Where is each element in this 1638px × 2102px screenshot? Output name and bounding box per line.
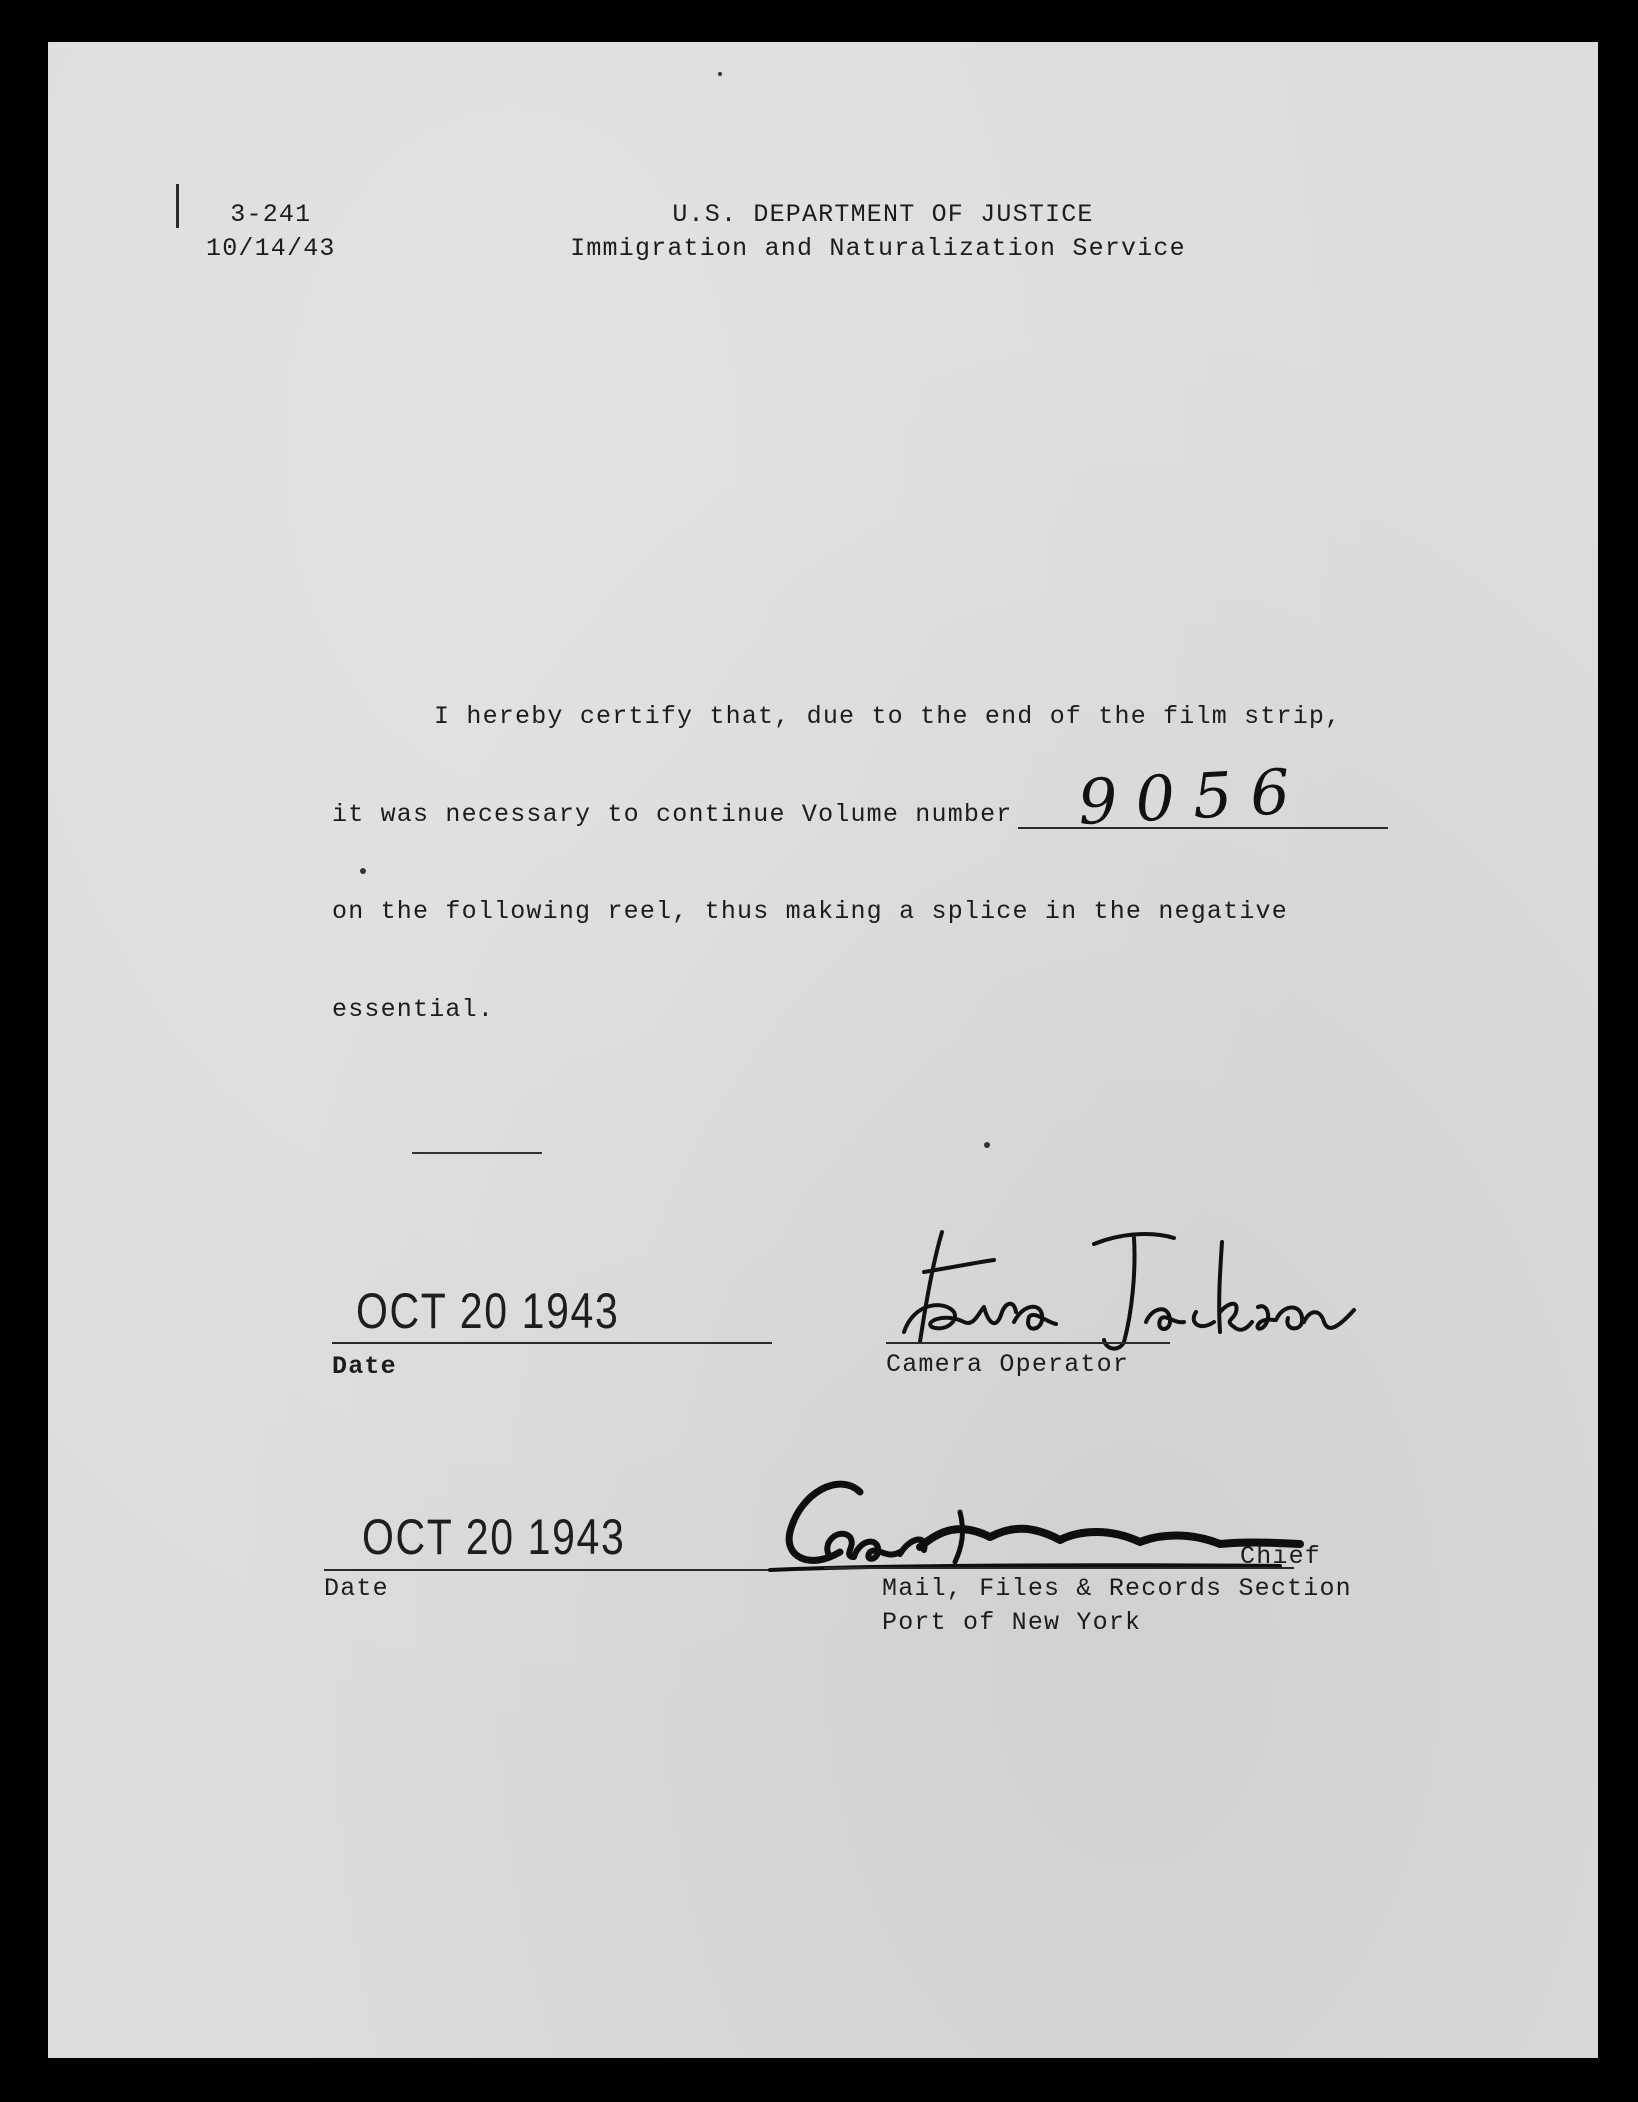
document-page — [48, 42, 1598, 2058]
camera-operator-signature — [884, 1172, 1384, 1352]
chief-signature — [760, 1442, 1320, 1592]
date-label-2: Date — [324, 1574, 389, 1603]
certification-line-4: essential. — [332, 995, 495, 1024]
volume-number: 9056 — [1076, 754, 1310, 839]
camera-operator-line — [886, 1342, 1170, 1344]
letterhead — [48, 198, 1598, 266]
stray-mark — [412, 1152, 542, 1154]
ink-speck — [360, 868, 366, 874]
form-number: 3-241 — [230, 200, 312, 229]
certification-line-1: I hereby certify that, due to the end of the film strip, — [434, 702, 1342, 731]
chief-signature-line — [824, 1567, 1294, 1569]
date-line-2 — [324, 1569, 770, 1571]
date-label-1: Date — [332, 1352, 397, 1381]
certification-line-2: it was necessary to continue Volume number — [332, 800, 1013, 829]
signature-eva-jackson — [884, 1172, 1384, 1352]
port-label: Port of New York — [882, 1608, 1142, 1637]
service-title: Immigration and Naturalization Service — [570, 234, 1186, 263]
certification-line-3: on the following reel, thus making a splice in the negative — [332, 897, 1288, 926]
ink-speck — [984, 1142, 990, 1148]
date-line-1 — [332, 1342, 772, 1344]
chief-label: Chief — [1240, 1542, 1322, 1571]
department-title: U.S. DEPARTMENT OF JUSTICE — [672, 200, 1094, 229]
ink-speck — [718, 72, 722, 76]
signature-chief — [760, 1442, 1320, 1592]
date-stamp-2: OCT 20 1943 — [362, 1509, 626, 1565]
date-stamp-1: OCT 20 1943 — [356, 1283, 620, 1339]
section-label: Mail, Files & Records Section — [882, 1574, 1352, 1603]
form-date: 10/14/43 — [206, 234, 336, 263]
camera-operator-label: Camera Operator — [886, 1350, 1130, 1379]
